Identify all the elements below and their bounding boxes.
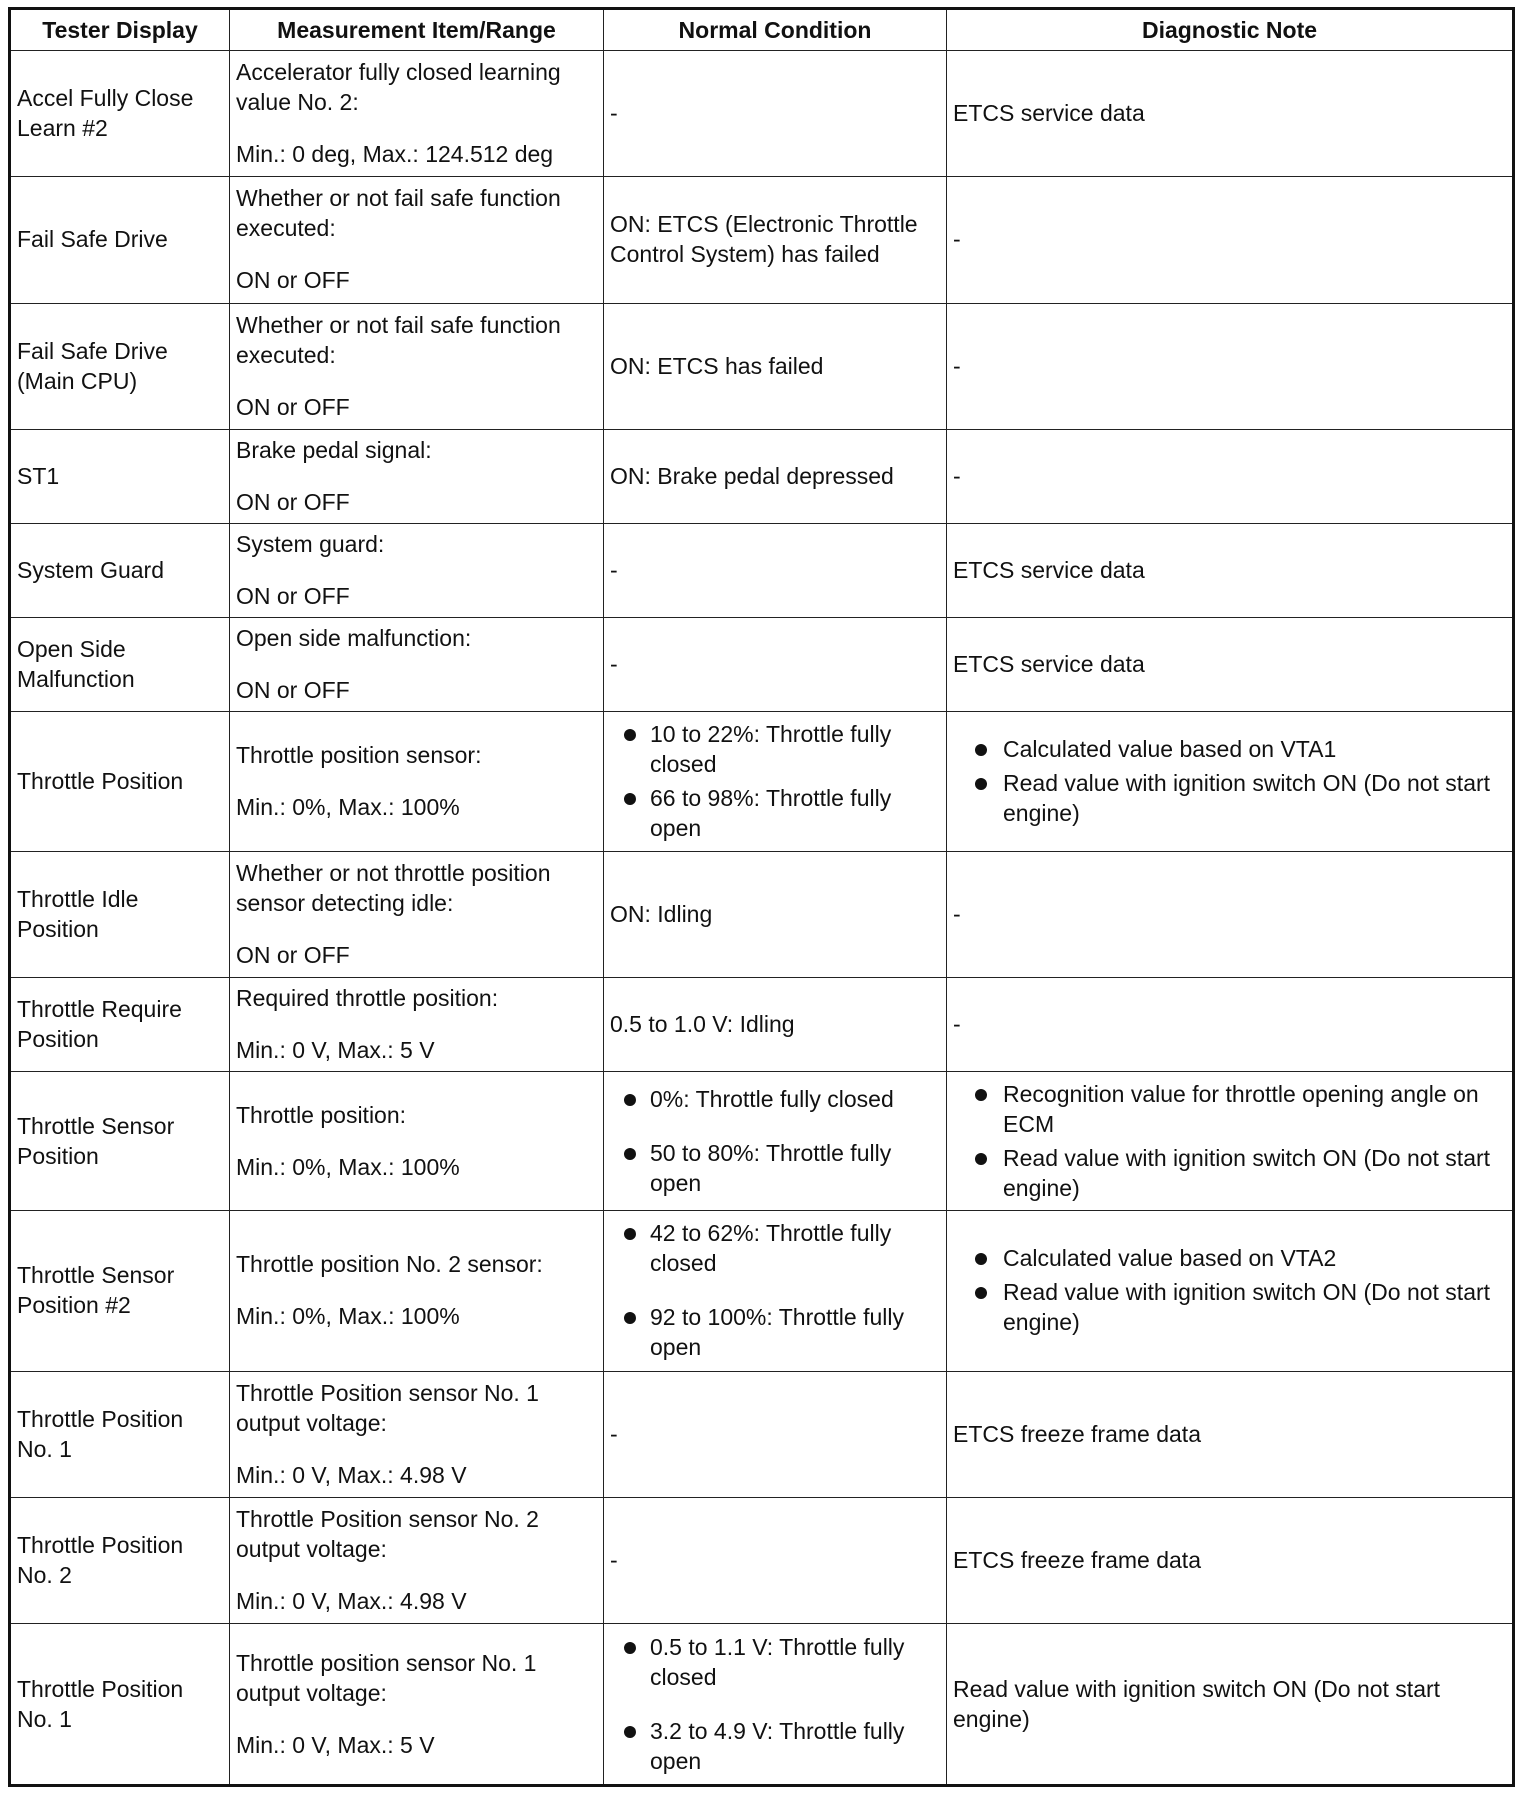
list-item: Calculated value based on VTA2 [953, 1243, 1506, 1273]
item-range: Min.: 0%, Max.: 100% [236, 1303, 460, 1330]
item-range: Min.: 0 V, Max.: 5 V [236, 1036, 435, 1063]
tester-display-cell: Throttle Position No. 2 [10, 1498, 230, 1624]
normal-condition-cell [604, 712, 947, 851]
diagnostic-note-cell: ETCS service data [947, 524, 1514, 618]
measurement-item-cell [230, 1624, 604, 1786]
normal-condition-cell: ON: ETCS has failed [604, 303, 947, 429]
table-row [10, 1211, 1514, 1372]
list-item: 92 to 100%: Throttle fully open [610, 1302, 940, 1362]
item-description: System guard: [236, 531, 385, 558]
header-measurement-item: Measurement Item/Range [230, 9, 604, 51]
diagnostic-note-cell: - [947, 177, 1514, 303]
list-item: Recognition value for throttle opening angle on ECM [953, 1079, 1506, 1139]
tester-display-cell: ST1 [10, 429, 230, 523]
list-item: Read value with ignition switch ON (Do not start engine) [953, 768, 1506, 828]
table-row [10, 1371, 1514, 1497]
diagnostic-note-cell: ETCS freeze frame data [947, 1498, 1514, 1624]
measurement-item-cell [230, 618, 604, 712]
measurement-item-cell [230, 303, 604, 429]
table-row [10, 1498, 1514, 1624]
normal-condition-cell: - [604, 618, 947, 712]
measurement-item-cell [230, 1211, 604, 1372]
item-description: Open side malfunction: [236, 625, 472, 652]
item-description: Throttle position sensor: [236, 742, 482, 769]
item-range: Min.: 0 V, Max.: 4.98 V [236, 1461, 467, 1488]
list-item: Read value with ignition switch ON (Do not start engine) [953, 1143, 1506, 1203]
diagnostic-note-list [953, 1243, 1506, 1337]
item-range: Min.: 0%, Max.: 100% [236, 794, 460, 821]
measurement-item-cell [230, 1371, 604, 1497]
page [8, 7, 1512, 1787]
normal-condition-cell [604, 1072, 947, 1211]
tester-display-cell: Throttle Sensor Position [10, 1072, 230, 1211]
list-item: Calculated value based on VTA1 [953, 734, 1506, 764]
table-row [10, 618, 1514, 712]
measurement-item-cell [230, 712, 604, 851]
tester-display-cell: Open Side Malfunction [10, 618, 230, 712]
table-row [10, 1072, 1514, 1211]
item-description: Throttle Position sensor No. 1 output voltage: [236, 1379, 539, 1436]
tester-display-cell: Throttle Require Position [10, 977, 230, 1071]
table-row [10, 177, 1514, 303]
table-row [10, 977, 1514, 1071]
list-item: 66 to 98%: Throttle fully open [610, 783, 940, 843]
normal-condition-cell: 0.5 to 1.0 V: Idling [604, 977, 947, 1071]
tester-display-cell: Throttle Idle Position [10, 851, 230, 977]
measurement-item-cell [230, 524, 604, 618]
diagnostic-note-cell: - [947, 303, 1514, 429]
diagnostic-note-list [953, 734, 1506, 828]
list-item: 42 to 62%: Throttle fully closed [610, 1218, 940, 1278]
normal-condition-cell: - [604, 51, 947, 177]
header-tester-display: Tester Display [10, 9, 230, 51]
measurement-item-cell [230, 51, 604, 177]
normal-condition-cell: - [604, 1371, 947, 1497]
normal-condition-list [610, 1632, 940, 1776]
item-description: Throttle Position sensor No. 2 output voltage: [236, 1506, 539, 1563]
item-description: Whether or not throttle position sensor detecting idle: [236, 859, 551, 916]
normal-condition-list [610, 1218, 940, 1362]
header-diagnostic-note: Diagnostic Note [947, 9, 1514, 51]
normal-condition-cell: ON: ETCS (Electronic Throttle Control System) has failed [604, 177, 947, 303]
normal-condition-list [610, 1084, 940, 1198]
tester-display-cell: System Guard [10, 524, 230, 618]
list-item: 10 to 22%: Throttle fully closed [610, 719, 940, 779]
diagnostic-note-cell: - [947, 429, 1514, 523]
item-description: Throttle position: [236, 1101, 407, 1128]
diagnostic-note-cell: Read value with ignition switch ON (Do not start engine) [947, 1624, 1514, 1786]
normal-condition-cell: ON: Idling [604, 851, 947, 977]
table-row [10, 851, 1514, 977]
measurement-item-cell [230, 1498, 604, 1624]
table-row [10, 303, 1514, 429]
normal-condition-cell: - [604, 524, 947, 618]
table-row [10, 51, 1514, 177]
diagnostic-note-list [953, 1079, 1506, 1203]
table-row [10, 1624, 1514, 1786]
list-item: 0.5 to 1.1 V: Throttle fully closed [610, 1632, 940, 1692]
item-range: ON or OFF [236, 393, 350, 420]
item-range: Min.: 0 deg, Max.: 124.512 deg [236, 141, 554, 168]
item-range: Min.: 0 V, Max.: 4.98 V [236, 1588, 467, 1615]
item-description: Throttle position sensor No. 1 output voltage: [236, 1649, 537, 1706]
diagnostic-note-cell: ETCS service data [947, 618, 1514, 712]
tester-display-cell: Throttle Position No. 1 [10, 1624, 230, 1786]
item-description: Throttle position No. 2 sensor: [236, 1251, 543, 1278]
measurement-item-cell [230, 1072, 604, 1211]
tester-display-cell: Throttle Sensor Position #2 [10, 1211, 230, 1372]
normal-condition-cell [604, 1211, 947, 1372]
diagnostic-note-cell [947, 712, 1514, 851]
item-range: ON or OFF [236, 583, 350, 610]
item-range: ON or OFF [236, 267, 350, 294]
measurement-item-cell [230, 177, 604, 303]
diagnostic-note-cell: - [947, 977, 1514, 1071]
diagnostic-data-table [8, 7, 1515, 1787]
table-row [10, 429, 1514, 523]
normal-condition-cell: ON: Brake pedal depressed [604, 429, 947, 523]
diagnostic-note-cell: - [947, 851, 1514, 977]
diagnostic-note-cell [947, 1072, 1514, 1211]
measurement-item-cell [230, 977, 604, 1071]
item-description: Whether or not fail safe function executed: [236, 185, 561, 242]
header-row [10, 9, 1514, 51]
item-range: Min.: 0%, Max.: 100% [236, 1153, 460, 1180]
normal-condition-cell [604, 1624, 947, 1786]
tester-display-cell: Fail Safe Drive (Main CPU) [10, 303, 230, 429]
tester-display-cell: Accel Fully Close Learn #2 [10, 51, 230, 177]
measurement-item-cell [230, 851, 604, 977]
item-range: ON or OFF [236, 677, 350, 704]
list-item: Read value with ignition switch ON (Do not start engine) [953, 1277, 1506, 1337]
item-description: Whether or not fail safe function executed: [236, 311, 561, 368]
item-description: Brake pedal signal: [236, 436, 432, 463]
table-row [10, 524, 1514, 618]
tester-display-cell: Throttle Position No. 1 [10, 1371, 230, 1497]
list-item: 50 to 80%: Throttle fully open [610, 1138, 940, 1198]
diagnostic-note-cell [947, 1211, 1514, 1372]
item-description: Required throttle position: [236, 984, 499, 1011]
item-description: Accelerator fully closed learning value No. 2: [236, 59, 561, 116]
table-row [10, 712, 1514, 851]
tester-display-cell: Fail Safe Drive [10, 177, 230, 303]
item-range: ON or OFF [236, 488, 350, 515]
normal-condition-cell: - [604, 1498, 947, 1624]
item-range: ON or OFF [236, 941, 350, 968]
diagnostic-note-cell: ETCS service data [947, 51, 1514, 177]
tester-display-cell: Throttle Position [10, 712, 230, 851]
measurement-item-cell [230, 429, 604, 523]
list-item: 3.2 to 4.9 V: Throttle fully open [610, 1716, 940, 1776]
diagnostic-note-cell: ETCS freeze frame data [947, 1371, 1514, 1497]
item-range: Min.: 0 V, Max.: 5 V [236, 1731, 435, 1758]
header-normal-condition: Normal Condition [604, 9, 947, 51]
list-item: 0%: Throttle fully closed [610, 1084, 940, 1114]
normal-condition-list [610, 719, 940, 843]
